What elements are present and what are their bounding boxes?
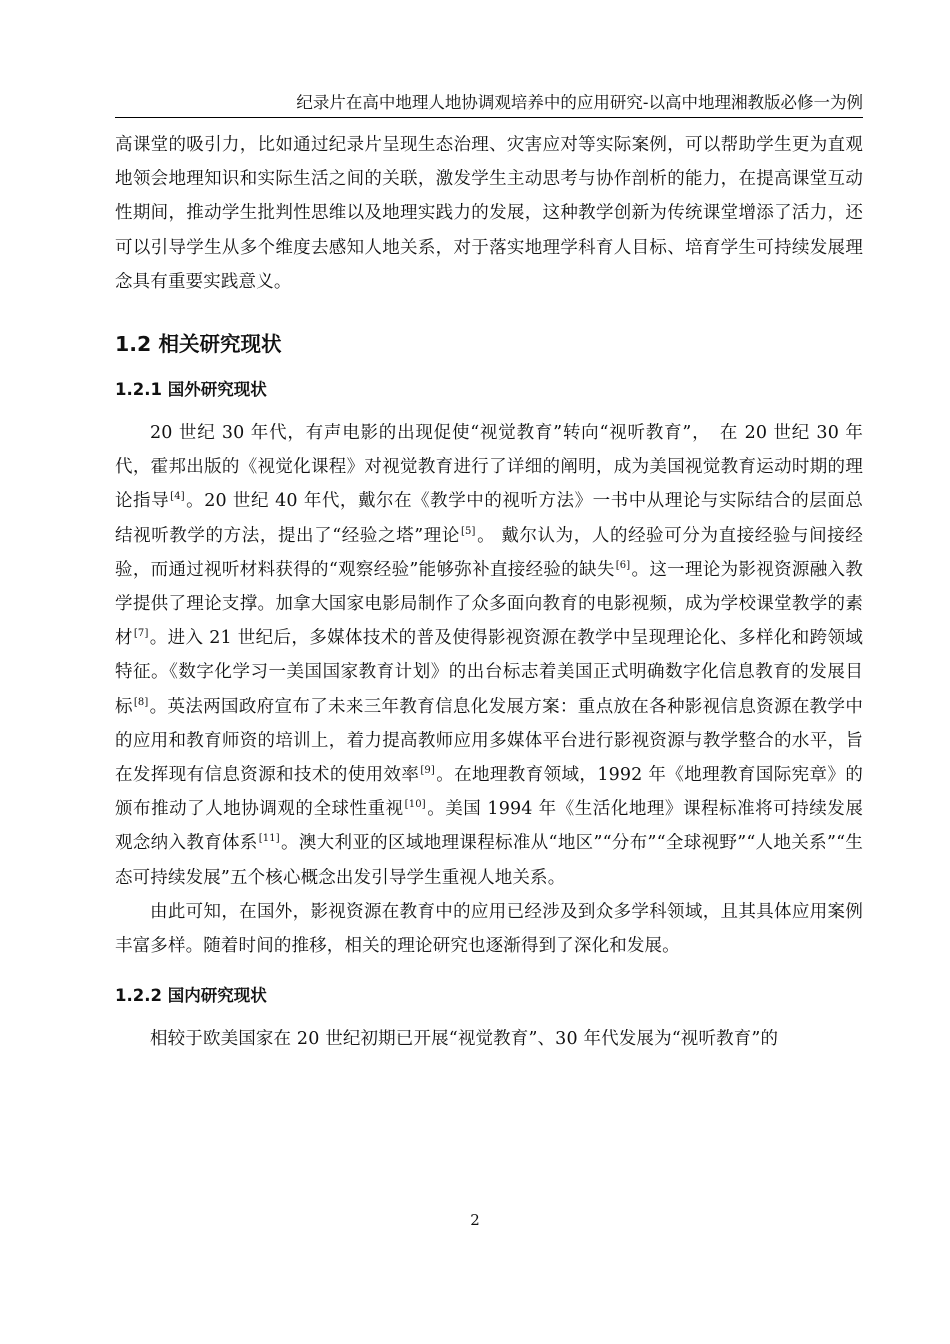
citation-10: [10] (404, 799, 426, 811)
text-run: 。英法两国政府宣布了未来三年教育信息化发展方案：重点放在各种影视信息资源在教学中的应用和教育师资的培训上，着力提高教师应用多媒体平台进行影视资源与教学整合的水平，旨在发挥现有信息资源和技术的使用效率 (115, 696, 863, 786)
subsection-title-domestic: 1.2.2 国内研究现状 (115, 986, 267, 1006)
citation-8: [8] (133, 696, 149, 708)
text-run: 。20 世纪 40 年代，戴尔在《教学中的视听方法》一书中从理论与实际结合的层面总结视听教学的方法，提出了“经验之塔”理论 (115, 491, 863, 546)
foreign-summary-paragraph: 由此可知，在国外，影视资源在教育中的应用已经涉及到众多学科领域，且其具体应用案例丰富多样。随着时间的推移，相关的理论研究也逐渐得到了深化和发展。 (115, 901, 863, 957)
subsection-title-foreign: 1.2.1 国外研究现状 (115, 380, 267, 400)
page-body (115, 128, 863, 1056)
running-header (115, 90, 863, 118)
foreign-research-paragraph (115, 416, 863, 895)
citation-4: [4] (170, 491, 185, 503)
citation-11: [11] (258, 833, 280, 845)
text-run: 。 戴尔认为，人的经验可分为直接经验与间接经验，而通过视听材料获得的“观察经验”能够弥补直接经验的缺失 (115, 525, 863, 580)
text-run: 。这一理论为影视资源融入教学提供了理论支撑。加拿大国家电影局制作了众多面向教育的电影视频，成为学校课堂教学的素材 (115, 559, 863, 649)
domestic-research-paragraph: 相较于欧美国家在 20 世纪初期已开展“视觉教育”、30 年代发展为“视听教育”的 (150, 1029, 779, 1050)
citation-6: [6] (615, 559, 631, 571)
citation-7: [7] (133, 628, 149, 640)
running-title: 纪录片在高中地理人地协调观培养中的应用研究-以高中地理湘教版必修一为例 (296, 93, 863, 112)
text-run: 。进入 21 世纪后，多媒体技术的普及使得影视资源在教学中呈现理论化、多样化和跨领域特征。《数字化学习一美国国家教育计划》的出台标志着美国正式明确数字化信息教育的发展目标 (115, 628, 863, 717)
text-run: 。美国 1994 年《生活化地理》课程标准将可持续发展观念纳入教育体系 (115, 799, 863, 854)
intro-continuation-paragraph: 高课堂的吸引力，比如通过纪录片呈现生态治理、灾害应对等实际案例，可以帮助学生更为直观地领会地理知识和实际生活之间的关联，激发学生主动思考与协作剖析的能力，在提高课堂互动性期间，推动学生批判性思维以及地理实践力的发展，这种教学创新为传统课堂增添了活力，还可以引导学生从多个维度去感知人地关系，对于落实地理学科育人目标、培育学生可持续发展理念具有重要实践意义。 (115, 135, 863, 292)
section-title: 1.2 相关研究现状 (115, 332, 282, 357)
text-run: 。澳大利亚的区域地理课程标准从“地区”“分布”“全球视野”“人地关系”“生态可持续发展”五个核心概念出发引导学生重视人地关系。 (115, 833, 863, 888)
text-run: 20 世纪 30 年代，有声电影的出现促使“视觉教育”转向“视听教育”， 在 20 世纪 30 年代，霍邦出版的《视觉化课程》对视觉教育进行了详细的阐明，成为美国视觉教育运动时期的理论指导 (115, 423, 863, 512)
citation-5: [5] (460, 525, 476, 537)
citation-9: [9] (420, 765, 435, 777)
text-run: 。在地理教育领域，1992 年《地理教育国际宪章》的颁布推动了人地协调观的全球性重视 (115, 765, 863, 820)
page-number: 2 (470, 1211, 480, 1229)
